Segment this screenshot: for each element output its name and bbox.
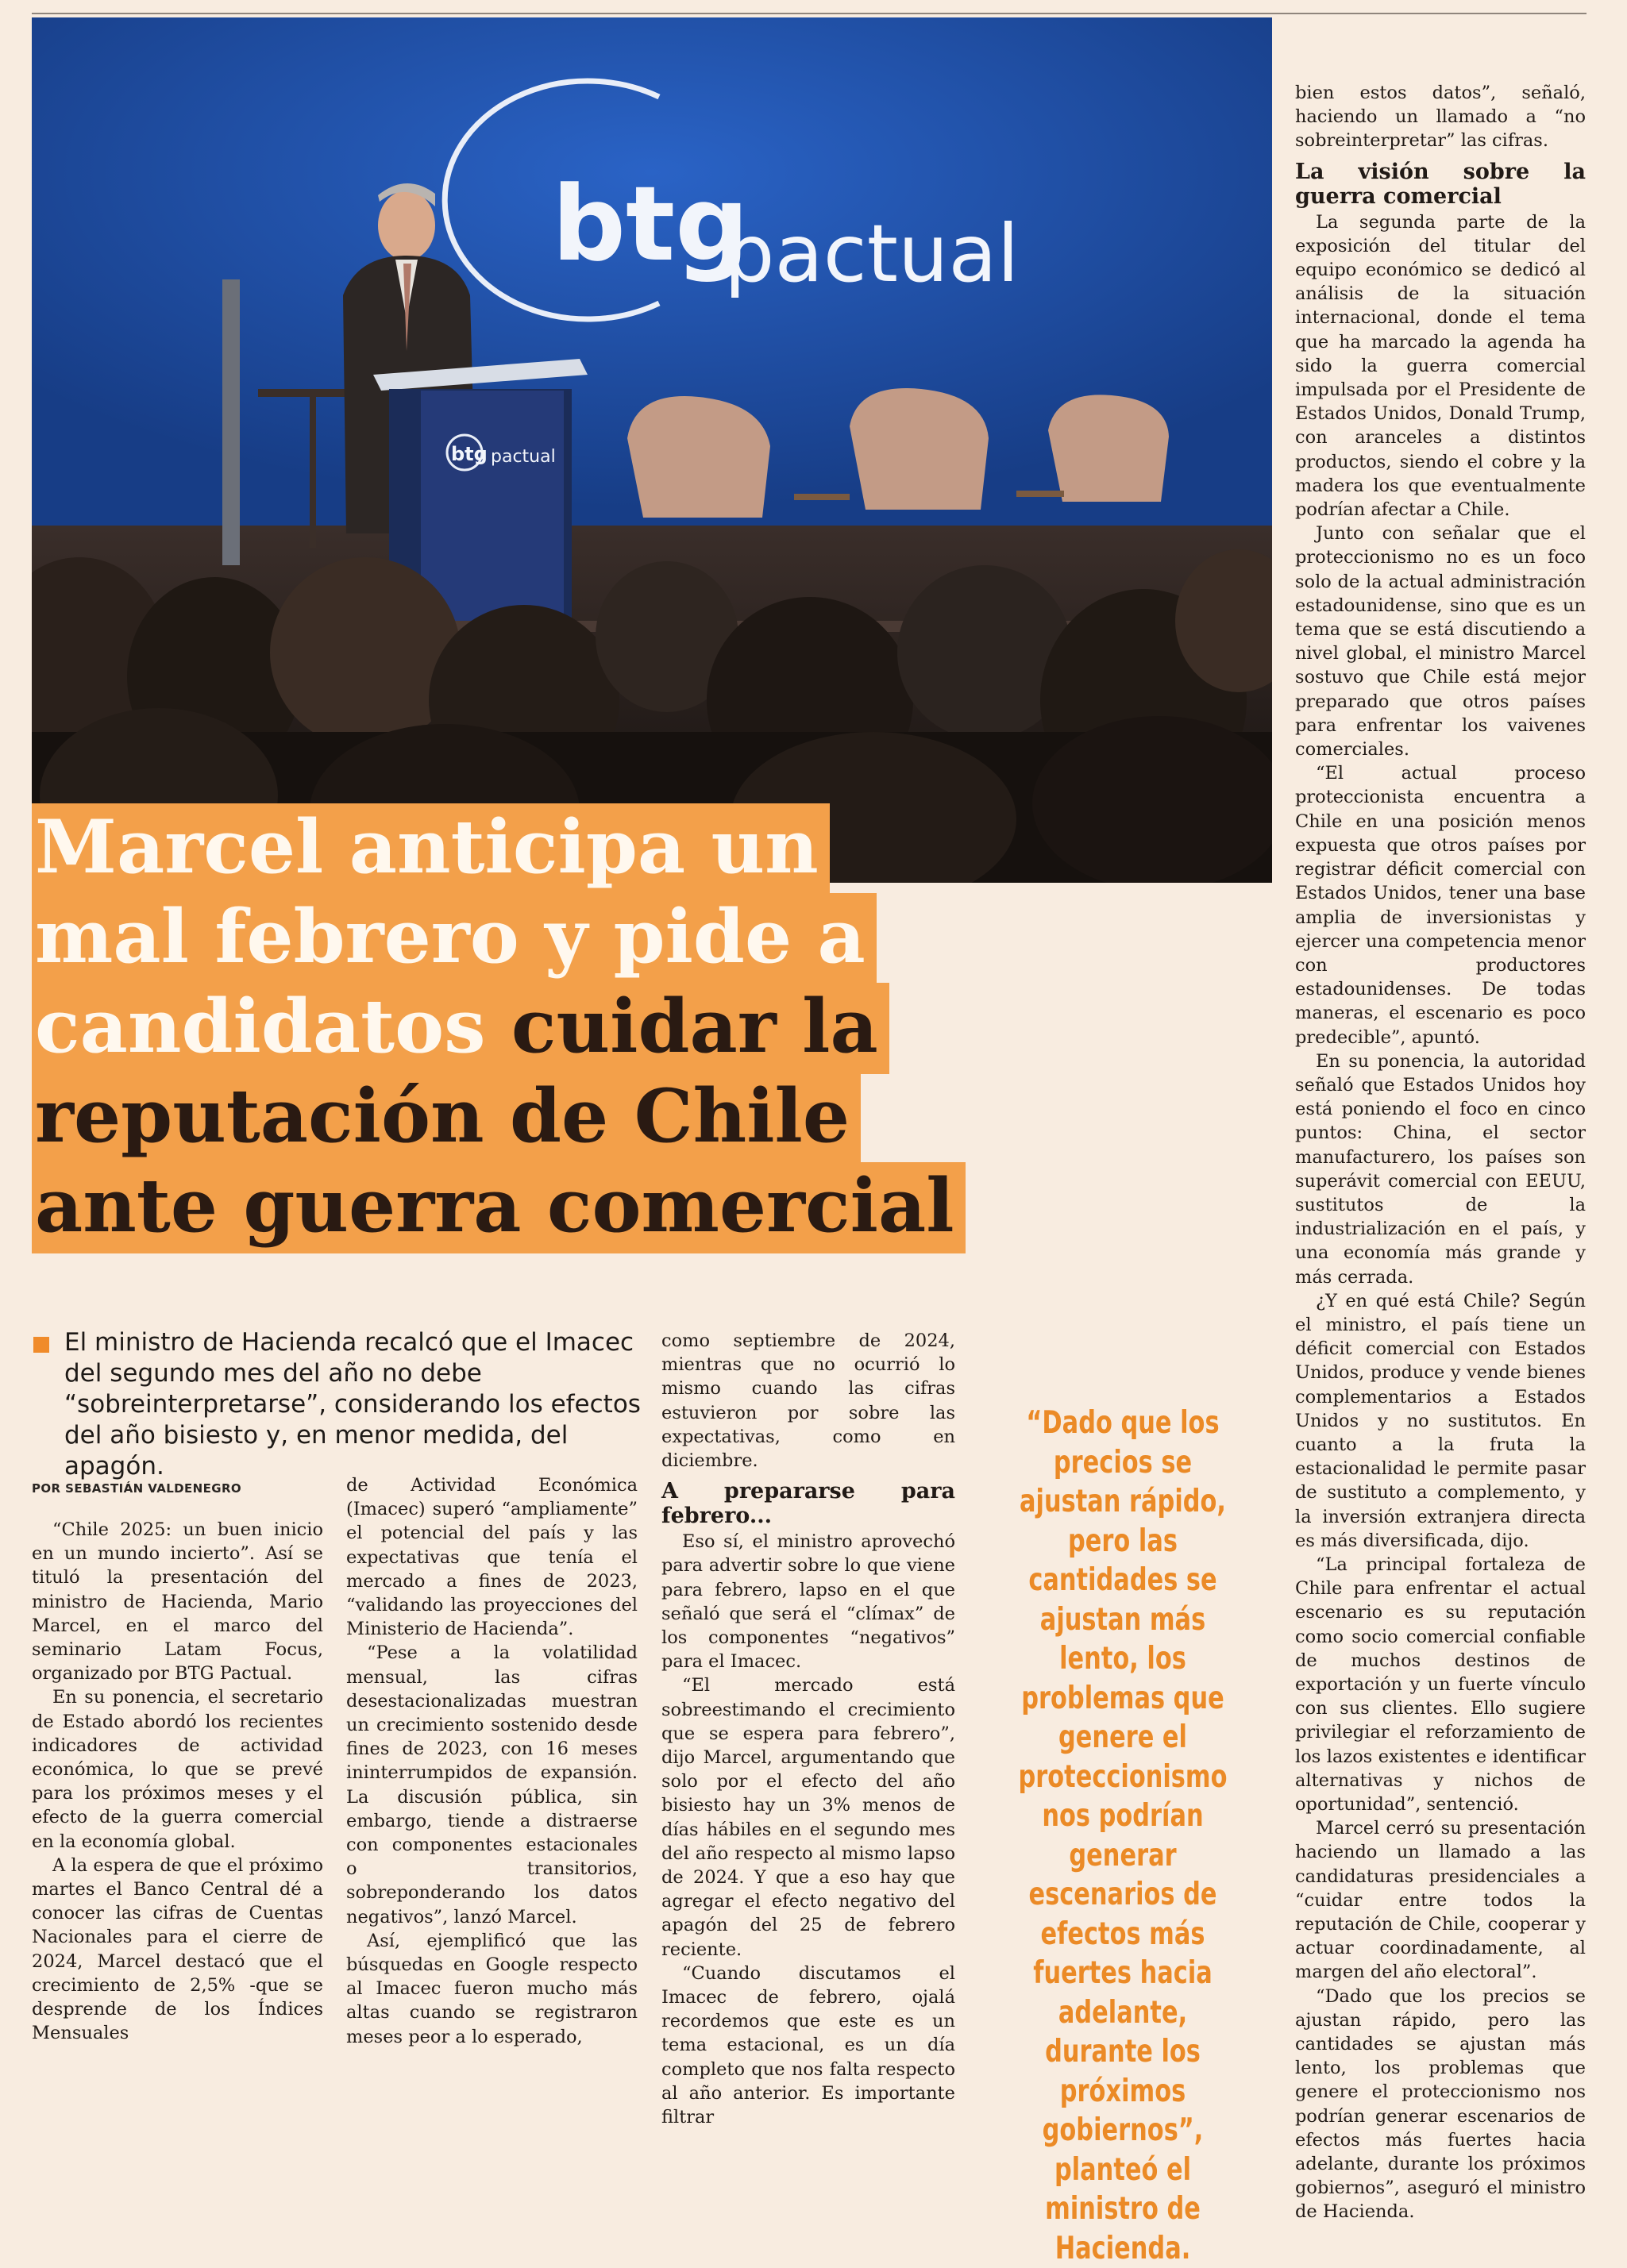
col1-paragraph: “Chile 2025: un buen inicio en un mundo incierto”. Así se tituló la presentación del ministro de Hacienda, Mario Marcel, en el marco del seminario Latam Focus, organizado por BTG Pactual.	[32, 1519, 323, 1685]
col4-paragraph: Marcel cerró su presentación haciendo un llamado a las candidaturas presidenciales a “cuidar entre todos la reputación de Chile, cooperar y actuar coordinadamente, al margen del año electoral”.	[1295, 1818, 1586, 1983]
event-photo	[32, 17, 1272, 883]
headline-line-2: mal febrero y pide a	[32, 893, 877, 984]
body-column-4	[1295, 81, 1586, 2224]
lead-summary	[32, 1327, 651, 1482]
col1-paragraph: En su ponencia, el secretario de Estado abordó los recientes indicadores de actividad económica, lo que se prevé para los próximos meses y el efecto de la guerra comercial en la economía global.	[32, 1687, 323, 1852]
logo-btg: btg	[552, 164, 750, 284]
col4-paragraph: Junto con señalar que el proteccionismo no es un foco solo de la actual administración estadounidense, sino que es un tema que se está discutiendo a nivel global, el ministro Marcel sostuvo que Chile está mejor preparado que otros países para enfrentar los vaivenes comerciales.	[1295, 523, 1586, 760]
col4-paragraph: La segunda parte de la exposición del titular del equipo económico se dedicó al análisis de la situación internacional, donde el tema que ha marcado la agenda ha sido la guerra comercial impulsada por el Presidente de Estados Unidos, Donald Trump, con aranceles a distintos productos, siendo el cobre y la madera los que eventualmente podrían afectar a Chile.	[1295, 211, 1586, 521]
headline-line-4: reputación de Chile	[32, 1072, 861, 1164]
col4-intro: bien estos datos”, señaló, haciendo un llamado a “no sobreinterpretar” las cifras.	[1295, 83, 1586, 152]
col4-paragraph: “El actual proceso proteccionista encuentra a Chile en una posición menos expuesta que otros países por registrar déficit comercial con Estados Unidos, tener una base amplia de inversionistas y ejercer una competencia menor con productores estadounidenses. De todas maneras, el escenario es poco predecible”, apuntó.	[1295, 763, 1586, 1048]
lead-text: El ministro de Hacienda recalcó que el Imacec del segundo mes del año no debe “sobreinterpretarse”, considerando los efectos del año bisiesto y, en menor medida, del apagón.	[64, 1328, 641, 1481]
headline-line-5: ante guerra comercial	[32, 1162, 966, 1253]
col3-intro: como septiembre de 2024, mientras que no ocurrió lo mismo cuando las cifras estuvieron por sobre las expectativas, como en diciembre.	[661, 1330, 955, 1472]
headline-line-3b: cuidar la	[485, 983, 878, 1069]
col1-paragraph: A la espera de que el próximo martes el Banco Central dé a conocer las cifras de Cuentas Nacionales para el cierre de 2024, Marcel destacó que el crecimiento de 2,5% -que se desprende de los Índices Mensuales	[32, 1854, 323, 2044]
lead-bullet-square	[33, 1337, 49, 1353]
col2-paragraph: Así, ejemplificó que las búsquedas en Google respecto al Imacec fueron mucho más altas cuando se registraron meses peor a lo esperado,	[346, 1930, 638, 2047]
col3-paragraph: “Cuando discutamos el Imacec de febrero, ojalá recordemos que este es un tema estacional, es un día completo que nos falta respecto al año anterior. Es importante filtrar	[661, 1962, 955, 2128]
col4-paragraph: “Dado que los precios se ajustan rápido, pero las cantidades se ajustan más lento, los problemas que genere el proteccionismo nos podrían generar escenarios de efectos más fuertes hacia adelante, durante los próximos gobiernos”, aseguró el ministro de Hacienda.	[1295, 1985, 1586, 2223]
lounge-chairs	[627, 388, 1169, 518]
col4-paragraph: ¿Y en qué está Chile? Según el ministro, el país tiene un déficit comercial con Estados Unidos, produce y vende bienes complementarios a Estados Unidos y no sustitutos. En cuanto a la fruta la estacionalidad le permite pasar de sustituto a complemento, y la inversión extranjera directa es más diversificada, dijo.	[1295, 1290, 1586, 1551]
col4-paragraph: “La principal fortaleza de Chile para enfrentar el actual escenario es su reputación como socio comercial confiable de muchos destinos de exportación y un fuerte vínculo con sus clientes. Ello sugiere privilegiar el reforzamiento de los lazos existentes e identificar alternativas y nichos de oportunidad”, sentenció.	[1295, 1554, 1586, 1816]
speaker-head	[378, 191, 435, 260]
headline	[32, 802, 954, 1250]
podium-logo-pactual: pactual	[491, 447, 556, 467]
logo-pactual: pactual	[724, 207, 1020, 300]
col3-paragraph: “El mercado está sobreestimando el crecimiento que se espera para febrero”, dijo Marcel, argumentando que solo por el efecto del año bisiesto hay un 3% menos de días hábiles en el segundo mes del año respecto al mismo lapso de 2024. Y que a eso hay que agregar el efecto negativo del apagón del 25 de febrero reciente.	[661, 1675, 955, 1960]
event-photo-illustration	[32, 17, 1272, 883]
col2-paragraph: “Pese a la volatilidad mensual, las cifras desestacionalizadas muestran un crecimiento sostenido desde fines de 2023, con 16 meses ininterrumpidos de expansión. La discusión pública, sin embargo, tiende a distraerse con componentes estacionales o transitorios, sobreponderando los datos negativos”, lanzó Marcel.	[346, 1642, 638, 1927]
col4-paragraph: En su ponencia, la autoridad señaló que Estados Unidos hoy está poniendo el foco en cinco puntos: China, el sector manufacturero, los países son superávit comercial con EEUU, sustitutos de la industrialización en el país, y una economía más grande y más cerrada.	[1295, 1050, 1586, 1288]
subheading-guerra-comercial: La visión sobre la guerra comercial	[1295, 159, 1586, 209]
col2-paragraph: de Actividad Económica (Imacec) superó “ampliamente” el potencial del país y las expectativas que tenía el mercado a fines de 2023, “validando las proyecciones del Ministerio de Hacienda”.	[346, 1475, 638, 1640]
body-column-1	[32, 1518, 323, 2045]
headline-line-3a: candidatos	[35, 983, 486, 1069]
body-column-3	[661, 1329, 955, 2129]
subheading-febrero: A prepararse para febrero...	[661, 1479, 955, 1529]
headline-line-1: Marcel anticipa un	[32, 803, 830, 895]
byline: POR SEBASTIÁN VALDENEGRO	[32, 1481, 242, 1496]
pull-quote: “Dado que los precios se ajustan rápido, pero las cantidades se ajustan más lento, los problemas que genere el proteccionismo nos podrían generar escenarios de efectos más fuertes hacia adelante, durante los próximos gobiernos”, planteó el ministro de Hacienda.	[1018, 1405, 1228, 2266]
col3-paragraph: Eso sí, el ministro aprovechó para advertir sobre lo que viene para febrero, lapso en el que señaló que será el “clímax” de los componentes “negativos” para el Imacec.	[661, 1531, 955, 1673]
body-column-2	[346, 1473, 638, 2049]
podium-logo-btg: btg	[451, 443, 488, 465]
top-rule	[32, 13, 1587, 14]
